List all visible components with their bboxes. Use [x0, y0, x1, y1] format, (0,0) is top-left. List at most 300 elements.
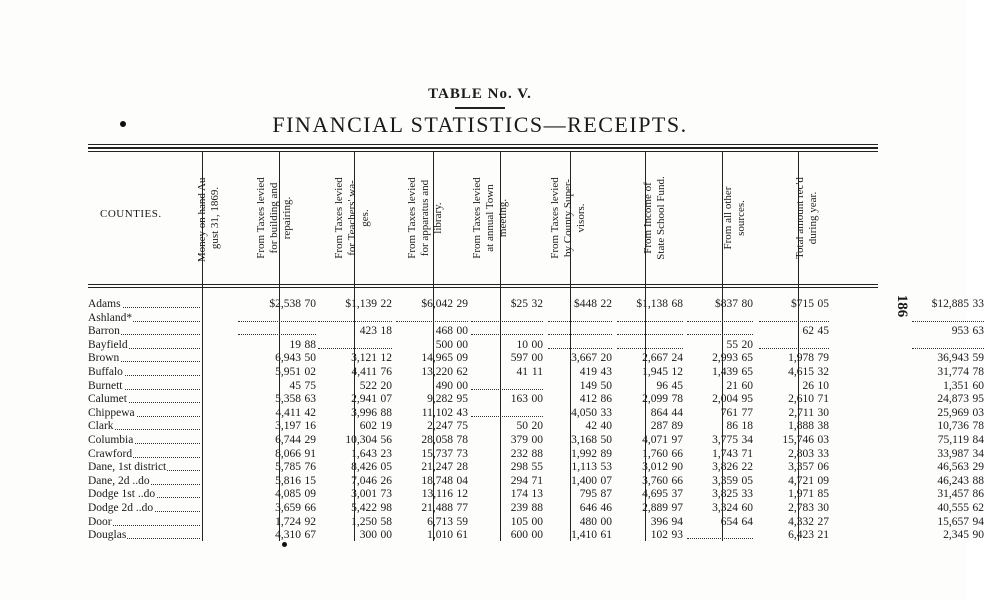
amount-cents: 98 — [380, 502, 392, 514]
table-row — [88, 434, 984, 447]
amount-cell — [912, 325, 984, 338]
amount-cell — [318, 325, 392, 338]
amount-cell — [396, 529, 468, 542]
table-row — [88, 420, 984, 433]
amount-cell — [396, 461, 468, 474]
amount-cell — [687, 420, 753, 433]
amount-cell — [912, 407, 984, 420]
amount-cents: 26 — [380, 474, 392, 487]
amount-cents: 95 — [741, 393, 753, 406]
amount-dollars: 149 — [579, 379, 597, 392]
county-name — [88, 312, 202, 325]
amount-cell — [548, 407, 612, 420]
amount-dollars: 21 — [726, 379, 738, 392]
amount-cell — [617, 407, 683, 420]
table-row — [88, 502, 984, 515]
amount-dollars: 1,978 — [788, 352, 814, 365]
amount-cell — [759, 475, 829, 488]
amount-cents: 00 — [380, 529, 392, 542]
county-name — [88, 325, 202, 338]
amount-cents: 09 — [817, 474, 829, 487]
amount-cell — [687, 516, 753, 529]
amount-cents: 37 — [671, 488, 683, 501]
amount-dollars: 2,247 — [427, 420, 453, 433]
amount-cents: 79 — [817, 352, 829, 365]
amount-dollars: 2,803 — [788, 447, 814, 460]
amount-cents: 30 — [817, 406, 829, 419]
amount-dollars: 4,085 — [275, 488, 301, 501]
amount-cell — [471, 488, 543, 501]
amount-cell — [471, 434, 543, 447]
amount-cents: 29 — [972, 461, 984, 474]
amount-cents: 09 — [456, 352, 468, 365]
amount-cell — [687, 407, 753, 420]
amount-cell — [471, 461, 543, 474]
amount-dollars: 46,243 — [937, 474, 969, 487]
amount-cents: 43 — [456, 406, 468, 419]
amount-cents: 00 — [531, 352, 543, 365]
amount-dollars: 40,555 — [937, 502, 969, 514]
amount-dollars: 597 — [510, 352, 528, 365]
amount-cents: 38 — [817, 420, 829, 433]
amount-cell — [759, 352, 829, 365]
amount-dollars: 2,099 — [642, 393, 668, 406]
amount-cell — [396, 366, 468, 379]
amount-cents: 32 — [531, 298, 543, 310]
amount-cell — [318, 461, 392, 474]
table-top-rule-inner — [88, 151, 878, 152]
amount-dollars: 26 — [802, 379, 814, 392]
amount-cents: 78 — [671, 393, 683, 406]
amount-cell — [548, 475, 612, 488]
amount-cents: 00 — [456, 325, 468, 338]
county-name — [88, 366, 202, 379]
amount-cents: 22 — [741, 461, 753, 474]
amount-cell — [617, 516, 683, 529]
amount-cents: 33 — [972, 298, 984, 310]
amount-cell — [238, 488, 316, 501]
amount-dollars: 287 — [650, 420, 668, 433]
amount-dollars: 468 — [435, 325, 453, 338]
table-row — [88, 529, 984, 542]
amount-dollars: 602 — [359, 420, 377, 433]
amount-dollars: 4,411 — [351, 366, 377, 378]
amount-dollars: 2,993 — [712, 352, 738, 365]
amount-dollars: 2,711 — [788, 406, 814, 419]
amount-cents: 95 — [456, 393, 468, 406]
county-label: Brown — [88, 352, 120, 365]
amount-cents: 00 — [531, 515, 543, 528]
amount-cents: 12 — [456, 488, 468, 501]
amount-dollars: 3,197 — [275, 420, 301, 433]
county-label: Door — [88, 515, 112, 528]
amount-dollars: $1,138 — [636, 298, 668, 310]
amount-cents: 15 — [304, 474, 316, 487]
amount-cents: 21 — [817, 529, 829, 542]
amount-cents: 78 — [456, 434, 468, 446]
amount-cell — [548, 393, 612, 406]
empty-cell-leader — [759, 339, 829, 349]
empty-cell-leader — [471, 325, 543, 335]
amount-cents: 07 — [600, 474, 612, 487]
amount-cell — [912, 529, 984, 542]
county-name — [88, 339, 202, 352]
amount-cents: 09 — [304, 488, 316, 501]
amount-cell — [687, 461, 753, 474]
amount-dollars: 4,411 — [275, 406, 301, 419]
amount-dollars: 21,247 — [421, 461, 453, 474]
amount-dollars: 1,992 — [571, 447, 597, 460]
amount-dollars: 46,563 — [937, 461, 969, 474]
amount-cell — [318, 488, 392, 501]
amount-dollars: 2,345 — [943, 529, 969, 542]
amount-dollars: 24,873 — [937, 393, 969, 406]
county-name — [88, 516, 202, 529]
empty-cell-leader — [318, 339, 392, 349]
amount-cell — [759, 461, 829, 474]
county-name — [88, 380, 202, 393]
amount-dollars: 7,046 — [351, 474, 377, 487]
county-label: Dodge 1st ..do — [88, 488, 156, 501]
amount-cents: 75 — [456, 420, 468, 433]
amount-cents: 22 — [380, 298, 392, 310]
amount-cell — [396, 325, 468, 338]
amount-cell — [318, 434, 392, 447]
amount-dollars: 41 — [516, 366, 528, 378]
amount-cents: 00 — [531, 338, 543, 351]
county-name — [88, 448, 202, 461]
amount-cents: 29 — [304, 434, 316, 446]
amount-cell — [912, 448, 984, 461]
empty-cell-leader — [912, 339, 984, 349]
document-page: TABLE No. V. FINANCIAL STATISTICS—RECEIPTS. 186 COUNTIES. Money on hand Au- gust 31, 1869. From Taxes levied for building and repairing. From Taxes levied for Teachers' wa- ges. From Taxes levied for apparatus and library. From Taxes levied at annual Town meeting. From Taxes levied by County Super- visors. From Income of State School Fund. From all other sources. Total amount rec'd during year. Adams $2,538 70 $1,139 22 $6,042 29 $25 32 $448 22 $1,138 68 $837 80 $715 05 $12,885 33 Ashland* Barron 423 18 468 00 62 45 953 63 Bayfield 19 88 500 00 10 00 55 20 Brown 6,943 50 3,121 12 14,965 09 597 00 3,667 20 2,667 24 2,993 65 1,978 79 36,943 59 Buffalo 5,951 02 4,411 76 13,220 62 41 11 419 43 1,945 12 1,439 65 4,615 32 31,774 78 Burnett 45 75 522 20 490 00 149 50 96 45 21 60 26 10 1,351 60 Calumet 5,358 63 2,941 07 9,282 95 163 00 412 86 2,099 78 2,004 95 2,610 71 24,873 95 Chippewa 4,411 42 3,996 88 11,102 43 4,050 33 864 44 761 77 2,711 30 25,969 03 Clark 3,197 16 602 19 2,247 75 50 20 42 40 287 89 86 18 1,888 38 10,736 78 Columbia 6,744 29 10,304 56 28,058 78 379 00 3,168 50 4,071 97 3,775 34 15,746 03 75,119 84 Crawford 8,066 91 1,643 23 15,737 73 232 88 1,992 89 1,760 66 1,743 71 2,803 33 33,987 34 Dane, 1st district 5,785 76 8,426 05 21,247 28 298 55 1,113 53 3,012 90 3,826 22 3,357 06 46,563 29 Dane, 2d ..do 5,816 15 7,046 26 18,748 04 294 71 1,400 07 3,760 66 3,359 05 4,721 09 46,243 88 Dodge 1st ..do 4,085 09 3,001 73 13,116 12 174 13 795 87 4,695 37 3,825 33 1,971 85 31,457 86 Dodge 2d ..do 3,659 66 5,422 98 21,488 77 239 88 646 46 2,889 97 3,324 60 2,783 30 40,555 62 Door 1,724 92 1,250 58 6,713 59 105 00 480 00 396 94 654 64 4,332 27 15,657 94 Douglas 4,310 67 300 00 1,010 61 600 00 1,410 61 102 93 6,423 21 2,345 90 — [0, 0, 966, 600]
amount-dollars: 6,943 — [275, 352, 301, 365]
amount-dollars: 2,004 — [712, 393, 738, 406]
county-label: Calumet — [88, 393, 127, 406]
county-label: Buffalo — [88, 366, 123, 378]
amount-cents: 73 — [456, 447, 468, 460]
amount-cents: 70 — [304, 298, 316, 310]
amount-cell — [238, 448, 316, 461]
empty-cell-leader — [548, 312, 612, 322]
amount-cents: 44 — [671, 406, 683, 419]
empty-cell-leader — [617, 339, 683, 349]
amount-dollars: 1,351 — [943, 379, 969, 392]
amount-cents: 88 — [531, 502, 543, 514]
amount-cell — [318, 366, 392, 379]
amount-cents: 18 — [741, 420, 753, 433]
amount-cell — [687, 380, 753, 393]
amount-dollars: 1,971 — [788, 488, 814, 501]
amount-cents: 33 — [600, 406, 612, 419]
amount-cell — [617, 393, 683, 406]
amount-dollars: 239 — [510, 502, 528, 514]
amount-cell — [471, 529, 543, 542]
amount-cell — [617, 298, 683, 311]
amount-cents: 05 — [741, 474, 753, 487]
amount-cell — [687, 448, 753, 461]
county-name — [88, 488, 202, 501]
amount-cents: 78 — [972, 366, 984, 378]
amount-cents: 27 — [817, 515, 829, 528]
amount-cents: 34 — [741, 434, 753, 446]
table-top-rule — [88, 144, 878, 145]
empty-cell-leader — [759, 312, 829, 322]
amount-cell — [238, 461, 316, 474]
amount-dollars: 3,324 — [712, 502, 738, 514]
column-header-counties: COUNTIES. — [100, 208, 162, 220]
ink-dot-mark — [282, 542, 287, 547]
amount-cell — [617, 352, 683, 365]
amount-dollars: 42 — [585, 420, 597, 433]
amount-cell — [318, 393, 392, 406]
empty-cell-leader — [471, 407, 543, 417]
amount-dollars: $12,885 — [931, 298, 969, 310]
amount-cents: 88 — [531, 447, 543, 460]
empty-cell-leader — [687, 529, 753, 539]
amount-cell — [687, 298, 753, 311]
amount-cents: 65 — [741, 352, 753, 365]
amount-dollars: 55 — [726, 338, 738, 351]
amount-cents: 33 — [817, 447, 829, 460]
amount-cell — [548, 380, 612, 393]
amount-dollars: 2,667 — [642, 352, 668, 365]
amount-cents: 90 — [972, 529, 984, 542]
amount-cents: 05 — [817, 298, 829, 310]
amount-dollars: 18,748 — [421, 474, 453, 487]
amount-dollars: 1,888 — [788, 420, 814, 433]
amount-cents: 43 — [600, 366, 612, 378]
amount-cell — [617, 380, 683, 393]
amount-cell — [687, 352, 753, 365]
amount-cents: 00 — [600, 515, 612, 528]
amount-cell — [759, 488, 829, 501]
amount-cents: 66 — [671, 447, 683, 460]
amount-dollars: 31,774 — [937, 366, 969, 378]
amount-cents: 03 — [817, 434, 829, 446]
amount-cell — [759, 420, 829, 433]
amount-cents: 10 — [817, 379, 829, 392]
amount-dollars: 5,951 — [275, 366, 301, 378]
amount-cell — [318, 298, 392, 311]
table-row — [88, 352, 984, 365]
amount-cents: 80 — [741, 298, 753, 310]
amount-dollars: 1,400 — [571, 474, 597, 487]
empty-cell-leader — [687, 325, 753, 335]
amount-dollars: 3,996 — [351, 406, 377, 419]
amount-cents: 29 — [456, 298, 468, 310]
amount-cell — [912, 461, 984, 474]
county-label: Chippewa — [88, 406, 135, 419]
amount-cell — [318, 407, 392, 420]
amount-cents: 56 — [380, 434, 392, 446]
amount-dollars: $25 — [510, 298, 528, 310]
amount-cents: 20 — [600, 352, 612, 365]
amount-cents: 95 — [972, 393, 984, 406]
amount-cents: 16 — [304, 420, 316, 433]
amount-dollars: 6,423 — [788, 529, 814, 542]
amount-cell — [238, 339, 316, 352]
amount-cell — [759, 380, 829, 393]
amount-cents: 85 — [817, 488, 829, 501]
amount-dollars: 1,724 — [275, 515, 301, 528]
empty-cell-leader — [912, 312, 984, 322]
amount-dollars: 423 — [359, 325, 377, 338]
table-row — [88, 393, 984, 406]
amount-cents: 02 — [304, 366, 316, 378]
amount-cell — [687, 502, 753, 515]
amount-cell — [396, 448, 468, 461]
empty-cell-leader — [318, 312, 392, 322]
amount-dollars: 4,721 — [788, 474, 814, 487]
county-name — [88, 529, 202, 542]
amount-cell — [318, 380, 392, 393]
county-label: Dane, 2d ..do — [88, 474, 150, 487]
amount-cell — [617, 475, 683, 488]
amount-dollars: 6,744 — [275, 434, 301, 446]
table-row — [88, 488, 984, 501]
amount-cell — [471, 475, 543, 488]
amount-cell — [396, 420, 468, 433]
amount-cents: 89 — [671, 420, 683, 433]
amount-dollars: 33,987 — [937, 447, 969, 460]
amount-dollars: 298 — [510, 461, 528, 474]
amount-dollars: 1,250 — [351, 515, 377, 528]
amount-dollars: 1,945 — [642, 366, 668, 378]
amount-cell — [396, 393, 468, 406]
amount-dollars: 15,746 — [782, 434, 814, 446]
amount-dollars: 102 — [650, 529, 668, 542]
amount-dollars: 3,012 — [642, 461, 668, 474]
amount-cell — [759, 516, 829, 529]
amount-dollars: 13,116 — [421, 488, 453, 501]
amount-cents: 67 — [304, 529, 316, 542]
amount-dollars: 75,119 — [937, 434, 969, 446]
county-label: Dodge 2d ..do — [88, 502, 154, 514]
amount-cents: 00 — [456, 379, 468, 392]
amount-dollars: 600 — [510, 529, 528, 542]
amount-cell — [396, 407, 468, 420]
amount-cents: 78 — [972, 420, 984, 433]
amount-dollars: 5,816 — [275, 474, 301, 487]
amount-cents: 11 — [531, 366, 543, 378]
amount-cell — [238, 393, 316, 406]
amount-dollars: 3,826 — [712, 461, 738, 474]
amount-cents: 75 — [304, 379, 316, 392]
empty-cell-leader — [396, 312, 468, 322]
amount-dollars: 4,332 — [788, 515, 814, 528]
amount-cents: 76 — [380, 366, 392, 378]
amount-dollars: 8,426 — [351, 461, 377, 474]
amount-cents: 30 — [817, 502, 829, 514]
amount-dollars: 21,488 — [421, 502, 453, 514]
empty-cell-leader — [238, 325, 316, 335]
amount-cell — [687, 488, 753, 501]
amount-dollars: 11,102 — [421, 406, 453, 419]
amount-cell — [617, 434, 683, 447]
amount-cents: 60 — [741, 502, 753, 514]
amount-cell — [238, 475, 316, 488]
amount-cell — [548, 516, 612, 529]
amount-cents: 62 — [456, 366, 468, 378]
county-label: Douglas — [88, 529, 127, 542]
amount-dollars: 500 — [435, 338, 453, 351]
amount-cents: 86 — [600, 393, 612, 406]
amount-cell — [759, 325, 829, 338]
amount-dollars: 5,422 — [351, 502, 377, 514]
amount-cell — [471, 502, 543, 515]
amount-cell — [318, 352, 392, 365]
amount-cell — [238, 407, 316, 420]
amount-cell — [617, 448, 683, 461]
amount-cents: 45 — [671, 379, 683, 392]
county-label: Bayfield — [88, 338, 128, 351]
amount-cents: 77 — [741, 406, 753, 419]
table-row — [88, 379, 984, 393]
amount-cell — [471, 298, 543, 311]
amount-cell — [912, 475, 984, 488]
amount-cell — [396, 475, 468, 488]
amount-cell — [912, 434, 984, 447]
amount-cell — [471, 448, 543, 461]
amount-dollars: 4,071 — [642, 434, 668, 446]
title-underline — [455, 107, 505, 109]
amount-dollars: 419 — [579, 366, 597, 378]
amount-cents: 88 — [380, 406, 392, 419]
table-row — [88, 474, 984, 488]
amount-cell — [396, 352, 468, 365]
amount-dollars: 864 — [650, 406, 668, 419]
amount-dollars: 86 — [726, 420, 738, 433]
amount-dollars: 10,304 — [345, 434, 377, 446]
amount-cell — [912, 488, 984, 501]
amount-cell — [687, 475, 753, 488]
amount-dollars: 10,736 — [937, 420, 969, 433]
table-top-rule-thick — [88, 147, 878, 149]
page-title: FINANCIAL STATISTICS—RECEIPTS. — [272, 112, 688, 137]
amount-cents: 77 — [456, 502, 468, 514]
amount-cell — [318, 516, 392, 529]
amount-cell — [617, 366, 683, 379]
header-bottom-rule — [88, 284, 878, 285]
amount-cell — [912, 352, 984, 365]
amount-cents: 19 — [380, 420, 392, 433]
amount-cents: 06 — [817, 461, 829, 474]
amount-cell — [759, 434, 829, 447]
amount-cents: 59 — [456, 515, 468, 528]
amount-cell — [912, 298, 984, 311]
county-label: Columbia — [88, 434, 134, 446]
amount-dollars: 4,695 — [642, 488, 668, 501]
amount-dollars: 50 — [516, 420, 528, 433]
amount-dollars: 1,410 — [571, 529, 597, 542]
county-name — [88, 434, 202, 447]
amount-cents: 12 — [380, 352, 392, 365]
table-number: TABLE No. V. — [428, 86, 532, 102]
amount-dollars: 412 — [579, 393, 597, 406]
amount-dollars: 2,783 — [788, 502, 814, 514]
amount-dollars: 3,825 — [712, 488, 738, 501]
amount-dollars: 4,310 — [275, 529, 301, 542]
amount-cell — [318, 420, 392, 433]
amount-dollars: 3,667 — [571, 352, 597, 365]
amount-cents: 28 — [456, 461, 468, 474]
amount-dollars: 379 — [510, 434, 528, 446]
amount-dollars: 174 — [510, 488, 528, 501]
amount-dollars: 8,066 — [275, 447, 301, 460]
amount-cell — [238, 502, 316, 515]
amount-dollars: 522 — [359, 379, 377, 392]
